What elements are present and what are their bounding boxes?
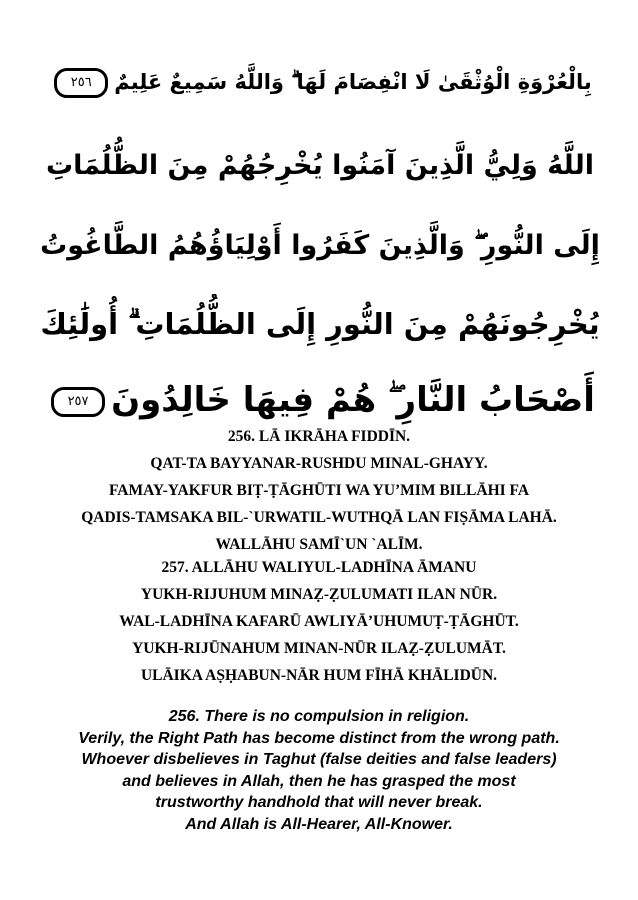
transliteration-line: QAT-TA BAYYANAR-RUSHDU MINAL-GHAYY. bbox=[150, 455, 488, 472]
translation-line: Verily, the Right Path has become distinct from the wrong path. bbox=[78, 729, 560, 747]
arabic-line-text: بِالْعُرْوَةِ الْوُثْقَىٰ لَا انْفِصَامَ لَهَا ۗ وَاللَّهُ سَمِيعٌ عَلِيمٌ bbox=[114, 70, 592, 94]
arabic-line: اللَّهُ وَلِيُّ الَّذِينَ آمَنُوا يُخْرِجُهُمْ مِنَ الظُّلُمَاتِ bbox=[46, 150, 594, 181]
translation-line: Whoever disbelieves in Taghut (false deities and false leaders) bbox=[81, 751, 557, 768]
translation-line: and believes in Allah, then he has grasped the most bbox=[122, 772, 516, 790]
ayah-end-marker-257: ٢٥٧ bbox=[51, 387, 105, 417]
transliteration-verse-257 bbox=[10, 554, 628, 689]
transliteration-line: 256. LĀ IKRĀHA FIDDĪN. bbox=[227, 428, 411, 445]
transliteration-line: QADIS-TAMSAKA BIL-`URWATIL-WUTHQĀ LAN FIṢĀMA LAHĀ. bbox=[81, 509, 557, 526]
transliteration-line: YUKH-RIJŪNAHUM MINAN-NŪR ILAẒ-ẒULUMĀT. bbox=[132, 640, 506, 657]
translation-verse-256 bbox=[10, 706, 628, 835]
arabic-line: إِلَى النُّورِ ۖ وَالَّذِينَ كَفَرُوا أَوْلِيَاؤُهُمُ الطَّاغُوتُ bbox=[40, 230, 600, 261]
arabic-line bbox=[40, 370, 600, 430]
ayah-end-marker-256: ٢٥٦ bbox=[54, 68, 108, 98]
translation-line: And Allah is All-Hearer, All-Knower. bbox=[185, 815, 453, 833]
transliteration-line: YUKH-RIJUHUM MINAẒ-ẒULUMATI ILAN NŪR. bbox=[140, 586, 498, 603]
arabic-text-block bbox=[40, 40, 600, 420]
translation-line: 256. There is no compulsion in religion. bbox=[168, 708, 470, 725]
transliteration-line: WAL-LADHĪNA KAFARŪ AWLIYĀ’UHUMUṬ-ṬĀGHŪT. bbox=[119, 613, 519, 630]
transliteration-line: ULĀIKA AṢḤABUN-NĀR HUM FĪHĀ KHĀLIDŪN. bbox=[140, 667, 498, 684]
transliteration-line: WALLĀHU SAMĪ`UN `ALĪM. bbox=[215, 536, 423, 553]
arabic-line bbox=[40, 52, 600, 112]
arabic-line-text: أَصْحَابُ النَّارِ ۖ هُمْ فِيهَا خَالِدُونَ bbox=[111, 380, 595, 420]
transliteration-line: FAMAY-YAKFUR BIṬ-ṬĀGHŪTI WA YU’MIM BILLĀHI FA bbox=[108, 482, 530, 499]
transliteration-verse-256 bbox=[10, 423, 628, 558]
transliteration-line: 257. ALLĀHU WALIYUL-LADHĪNA ĀMANU bbox=[161, 559, 477, 576]
arabic-line: يُخْرِجُونَهُمْ مِنَ النُّورِ إِلَى الظُّلُمَاتِ ۗ أُولَٰئِكَ bbox=[40, 307, 600, 341]
translation-line: trustworthy handhold that will never break. bbox=[155, 794, 483, 811]
